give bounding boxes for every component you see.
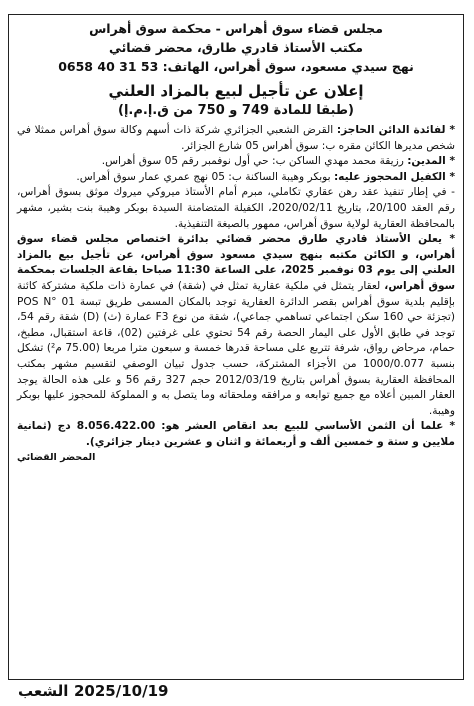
notice-subtitle: (طبقا للمادة 749 و 750 من ق.إ.م.إ) (118, 103, 354, 118)
base-price-paragraph: * علما أن الثمن الأساسي للبيع بعد انقاص العشر هو: 8.056.422.00 دج (ثمانية ملايين و ستة و خمسين ألف و أربعمائة و اثنان و عشرين دينار جزائري). (17, 420, 455, 448)
debtor-paragraph (17, 154, 455, 170)
publication-footer (8, 680, 464, 702)
debtor-text: رزيقة محمد مهدي الساكن ب: حي أول نوفمبر رقم 05 سوق أهراس. (101, 155, 408, 168)
property-description: لعقار يتمثل في ملكية عقارية تمثل في (شقة) في عمارة ذات ملكية مشتركة كائنة بإقليم بلدية سوق أهراس بقصر الدائرة العقارية توجد بالمكان المسمى طريق تبسة POS N° 01 (تجزئة حي 160 سكن اجتماعي تساهمي جماعي)، شقة من نوع F3 عمارة (ث) (D) شقة رقم 54، توجد في طابق الأول على اليمار الحصة رقم 54 تحتوي على غرفتين (02)، قاعة استقبال، مطبخ، حمام، مرحاض رواق، شرفة تتربع على مساحة قدرها خمسة و سبعون مترا مربعا (75.00 م²) تشكل بنسبة 1000/0.077 من الأجزاء المشتركة، حسب جدول تبيان الوصفي لتقسيم مشهر بمكتب المحافظة العقارية بسوق أهراس بتاريخ 2012/03/19 حجم 327 رقم 56 و على هذه الحالة يوجد العقار المبين أعلاه مع جميع توابعه و مرافقه وملحقاته وما يتصل به و المملوكة للمحجوز عليها بوبكر وهيبة. (17, 279, 456, 417)
guarantor-label: * الكفيل المحجوز عليه: (333, 170, 455, 183)
creditor-paragraph (17, 123, 455, 154)
publication-name: الشعب (18, 682, 69, 700)
guarantor-paragraph (17, 170, 455, 186)
office-header-line2: مكتب الأستاذ قادري طارق، محضر قضائي (108, 40, 364, 55)
address-header-line3: نهج سيدي مسعود، سوق أهراس، الهاتف: 53 31 40 0658 (58, 59, 414, 74)
publication-date: 2025/10/19 (74, 682, 169, 700)
notice-frame (8, 14, 464, 680)
creditor-text: القرض الشعبي الجزائري شركة ذات أسهم وكالة سوق أهراس ممثلا في شخص مديرها الكائن مقره ب: سوق أهراس 05 شارع الجزائر. (17, 124, 455, 152)
court-header-line1: مجلس قضاء سوق أهراس - محكمة سوق أهراس (89, 21, 383, 36)
announcement-paragraph (17, 232, 455, 419)
announcement-text: * يعلن الأستاذ قادري طارق محضر قضائي بدائرة اختصاص مجلس قضاء سوق أهراس، و الكائن مكتبه بنهج سيدي مسعود سوق أهراس، عن تأجيل بيع بالمزاد العلني إلى يوم 03 نوفمبر 2025، على الساعة 11:30 صباحا بقاعة الجلسات بمحكمة سوق أهراس، (17, 233, 456, 292)
notice-title: إعلان عن تأجيل لبيع بالمزاد العلني (108, 82, 364, 100)
creditor-label: * لفائدة الدائن الحاجز: (336, 124, 455, 136)
context-paragraph: - في إطار تنفيذ عقد رهن عقاري تكاملي، مبرم أمام الأستاذ ميروكي ميروك موثق بسوق أهراس، رقم العقد 20/100، بتاريخ 2020/02/11، الكفيلة المتضامنة السيدة بوبكر وهيبة بنت بشير، مشهر بالمحافظة العقارية لولاية سوق أهراس، ممهور بالصيغة التنفيذية. (17, 186, 455, 230)
guarantor-text: بوبكر وهيبة الساكنة ب: 05 نهج عمري عمار سوق أهراس. (76, 170, 334, 183)
debtor-label: * المدين: (407, 155, 455, 168)
signature: المحضر القضائي (17, 452, 96, 464)
